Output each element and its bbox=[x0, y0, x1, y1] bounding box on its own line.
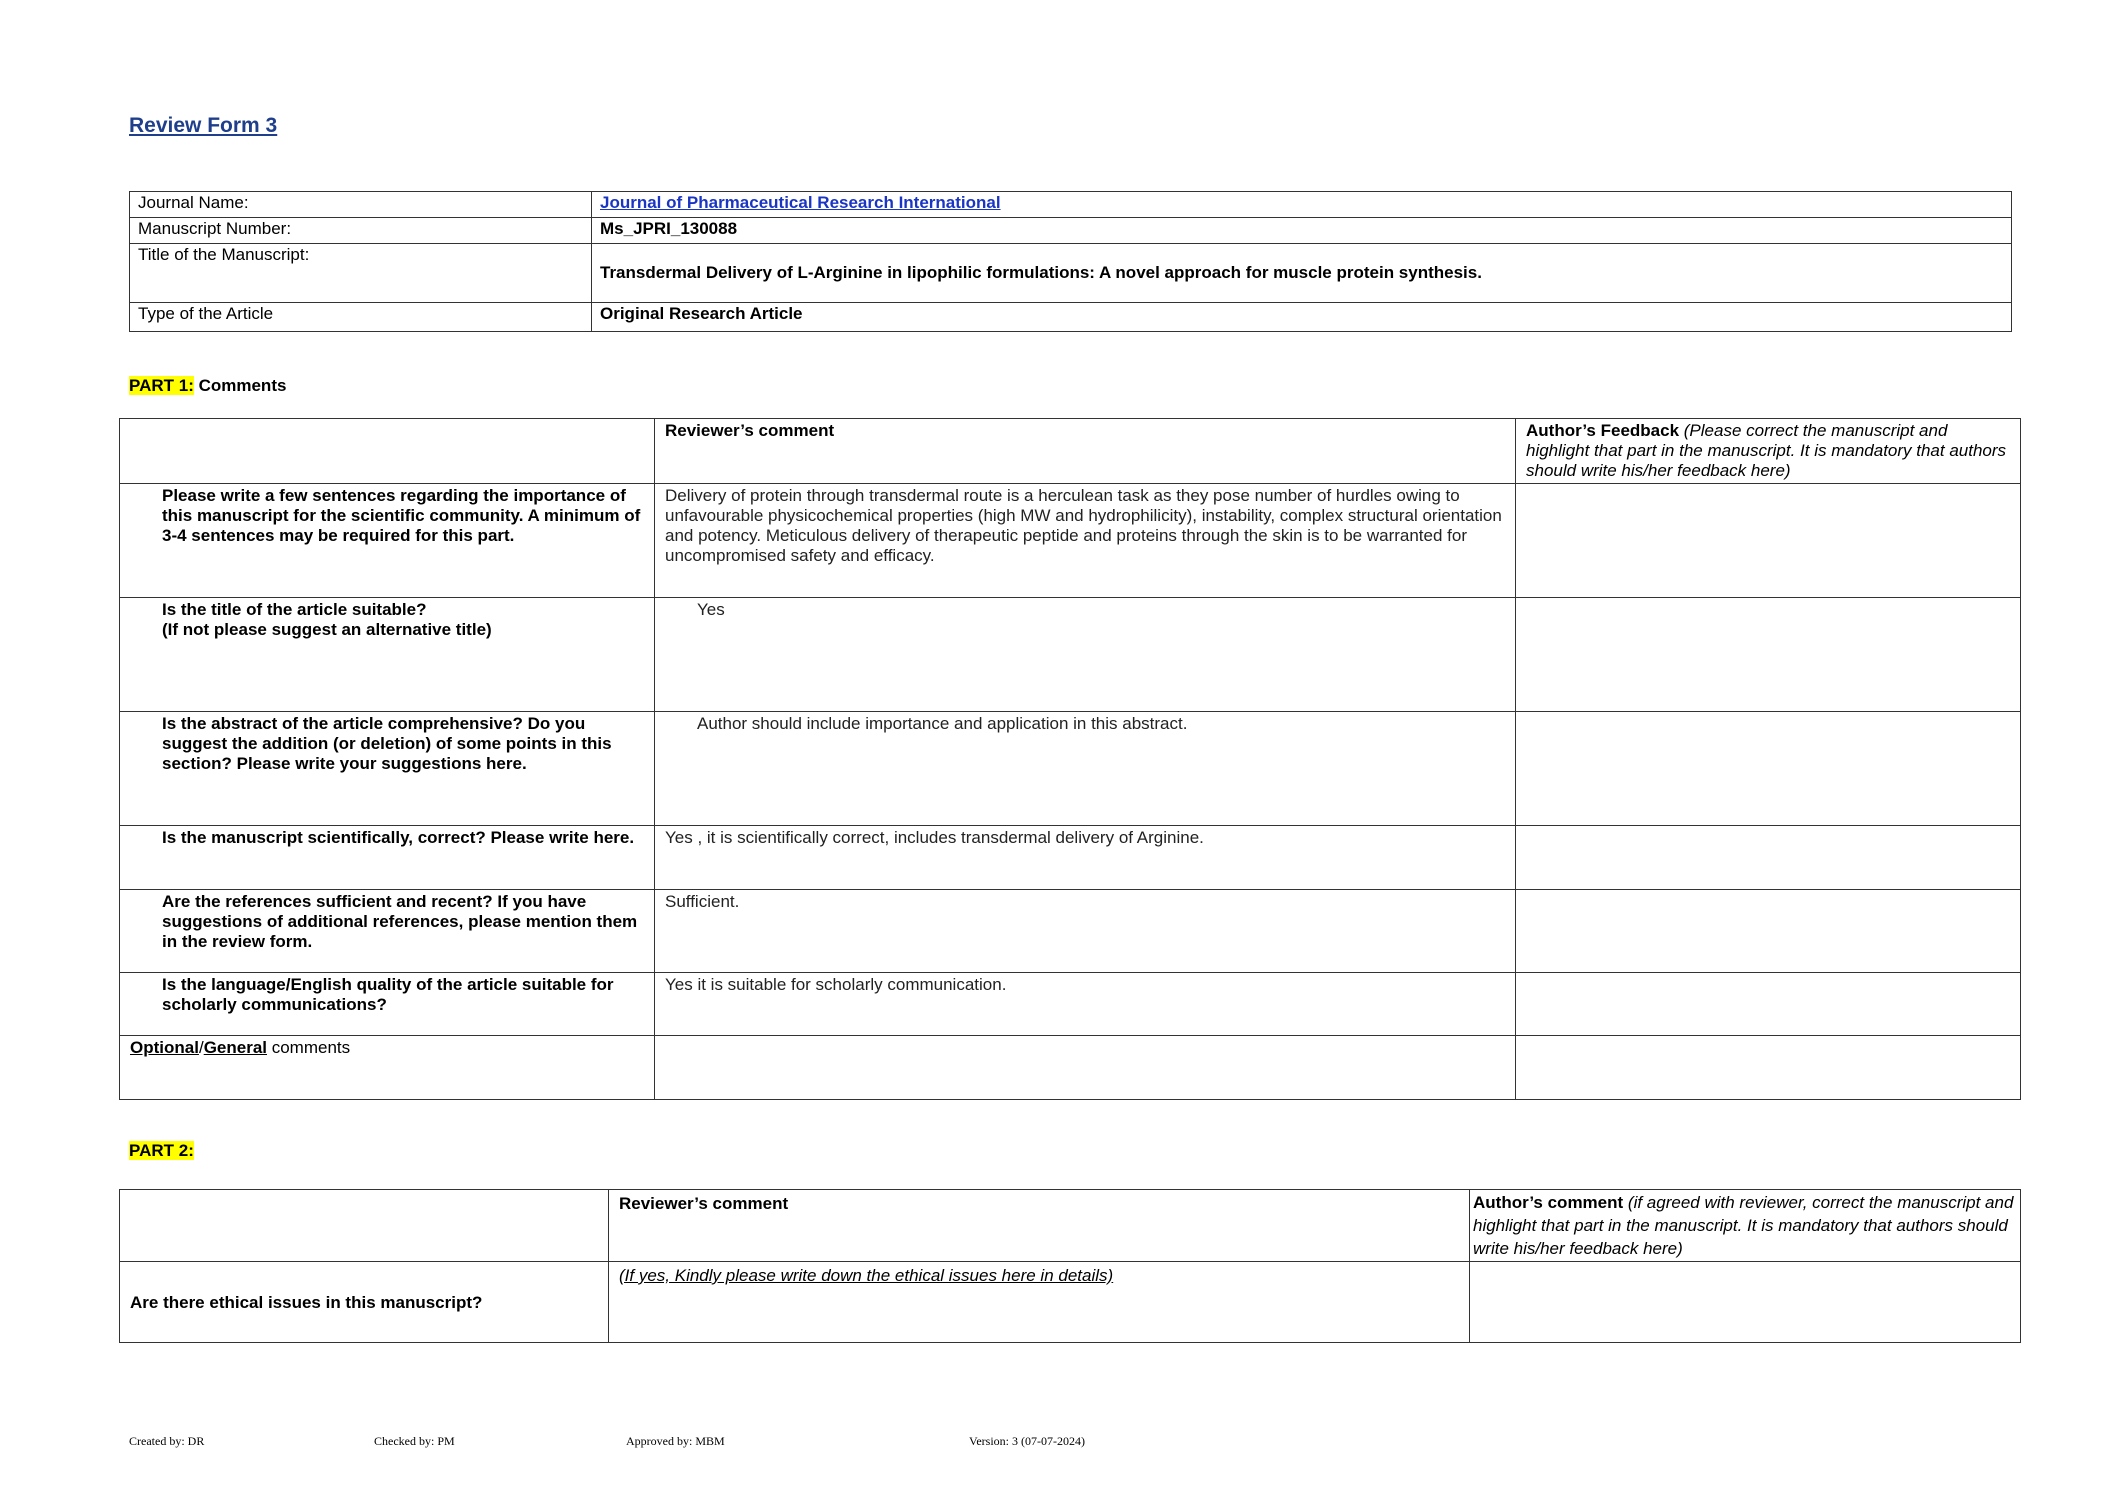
comment-abstract[interactable]: Author should include importance and application in this abstract. bbox=[655, 712, 1516, 826]
table-row bbox=[120, 598, 2021, 712]
table-row bbox=[120, 1036, 2021, 1100]
comments-text: comments bbox=[267, 1038, 351, 1057]
part2-label: PART 2: bbox=[129, 1141, 194, 1160]
journal-name-value bbox=[592, 192, 2012, 218]
author-feedback-cell[interactable] bbox=[1516, 1036, 2021, 1100]
comment-ethical[interactable] bbox=[609, 1262, 1470, 1343]
optional-separator: / bbox=[198, 1038, 204, 1057]
table-row bbox=[120, 890, 2021, 973]
footer-version: Version: 3 (07-07-2024) bbox=[969, 1434, 1085, 1448]
question-abstract: Is the abstract of the article comprehensive? Do you suggest the addition (or deletion) of some points in this section? Please write your suggestions here. bbox=[120, 712, 655, 826]
author-comment-title: Author’s comment bbox=[1473, 1193, 1624, 1212]
part1-label: PART 1: bbox=[129, 376, 194, 395]
optional-general-label bbox=[120, 1036, 655, 1100]
optional-text: Optional bbox=[130, 1038, 199, 1057]
question-title-suitable: Is the title of the article suitable? (If not please suggest an alternative title) bbox=[120, 598, 655, 712]
journal-name-label: Journal Name: bbox=[130, 192, 592, 218]
question-scientific: Is the manuscript scientifically, correct? Please write here. bbox=[120, 826, 655, 890]
table-row bbox=[120, 484, 2021, 598]
question-ethical: Are there ethical issues in this manuscript? bbox=[120, 1262, 609, 1343]
manuscript-info-table bbox=[129, 191, 2012, 332]
table-row bbox=[120, 826, 2021, 890]
part1-heading bbox=[129, 376, 286, 396]
part2-table bbox=[119, 1189, 2021, 1343]
ethical-hint: (If yes, Kindly please write down the ethical issues here in details) bbox=[619, 1266, 1114, 1285]
comment-references[interactable]: Sufficient. bbox=[655, 890, 1516, 973]
part1-suffix: Comments bbox=[193, 376, 287, 395]
manuscript-title-value: Transdermal Delivery of L-Arginine in lipophilic formulations: A novel approach for muscle protein synthesis. bbox=[592, 244, 2012, 303]
manuscript-number-value: Ms_JPRI_130088 bbox=[592, 218, 2012, 244]
manuscript-title-label: Title of the Manuscript: bbox=[130, 244, 592, 303]
question-importance: Please write a few sentences regarding the importance of this manuscript for the scientific community. A minimum of 3-4 sentences may be required for this part. bbox=[120, 484, 655, 598]
part2-heading bbox=[129, 1141, 194, 1161]
article-type-value: Original Research Article bbox=[592, 303, 2012, 332]
article-type-label: Type of the Article bbox=[130, 303, 592, 332]
author-feedback-cell[interactable] bbox=[1516, 826, 2021, 890]
part1-reviewer-header: Reviewer’s comment bbox=[655, 419, 1516, 484]
comment-language[interactable]: Yes it is suitable for scholarly communication. bbox=[655, 973, 1516, 1036]
part2-author-header bbox=[1470, 1190, 2021, 1262]
author-feedback-instructions: (Please correct the manuscript and highlight that part in the manuscript. It is mandatory that authors should write his/her feedback here) bbox=[1526, 421, 2007, 480]
part1-header-blank bbox=[120, 419, 655, 484]
table-row bbox=[120, 1262, 2021, 1343]
author-feedback-cell[interactable] bbox=[1516, 890, 2021, 973]
comment-scientific[interactable]: Yes , it is scientifically correct, includes transdermal delivery of Arginine. bbox=[655, 826, 1516, 890]
author-feedback-cell[interactable] bbox=[1516, 712, 2021, 826]
footer-created: Created by: DR bbox=[129, 1434, 205, 1448]
question-references: Are the references sufficient and recent? If you have suggestions of additional references, please mention them in the review form. bbox=[120, 890, 655, 973]
part2-reviewer-header: Reviewer’s comment bbox=[609, 1190, 1470, 1262]
author-comment-instructions: (if agreed with reviewer, correct the manuscript and highlight that part in the manuscript. It is mandatory that authors should write his/her feedback here) bbox=[1473, 1193, 2014, 1258]
part1-author-header bbox=[1516, 419, 2021, 484]
question-language: Is the language/English quality of the article suitable for scholarly communications? bbox=[120, 973, 655, 1036]
optional-comment-cell[interactable] bbox=[655, 1036, 1516, 1100]
page-title[interactable]: Review Form 3 bbox=[129, 114, 278, 137]
manuscript-number-label: Manuscript Number: bbox=[130, 218, 592, 244]
author-feedback-cell[interactable] bbox=[1516, 973, 2021, 1036]
part1-table bbox=[119, 418, 2021, 1100]
table-row bbox=[120, 712, 2021, 826]
table-row bbox=[120, 973, 2021, 1036]
comment-importance[interactable]: Delivery of protein through transdermal route is a herculean task as they pose number of hurdles owing to unfavourable physicochemical properties (high MW and hydrophilicity), instability, complex structural orientation and potency. Meticulous delivery of therapeutic peptide and proteins through the skin is to be warranted for uncompromised safety and efficacy. bbox=[655, 484, 1516, 598]
author-feedback-title: Author’s Feedback bbox=[1526, 421, 1680, 440]
author-feedback-cell[interactable] bbox=[1516, 598, 2021, 712]
comment-title-suitable[interactable]: Yes bbox=[655, 598, 1516, 712]
journal-link[interactable]: Journal of Pharmaceutical Research International bbox=[600, 193, 1001, 212]
general-text: General bbox=[203, 1038, 267, 1057]
footer-approved: Approved by: MBM bbox=[626, 1434, 725, 1448]
part2-header-blank bbox=[120, 1190, 609, 1262]
footer-checked: Checked by: PM bbox=[374, 1434, 455, 1448]
author-comment-cell[interactable] bbox=[1470, 1262, 2021, 1343]
author-feedback-cell[interactable] bbox=[1516, 484, 2021, 598]
